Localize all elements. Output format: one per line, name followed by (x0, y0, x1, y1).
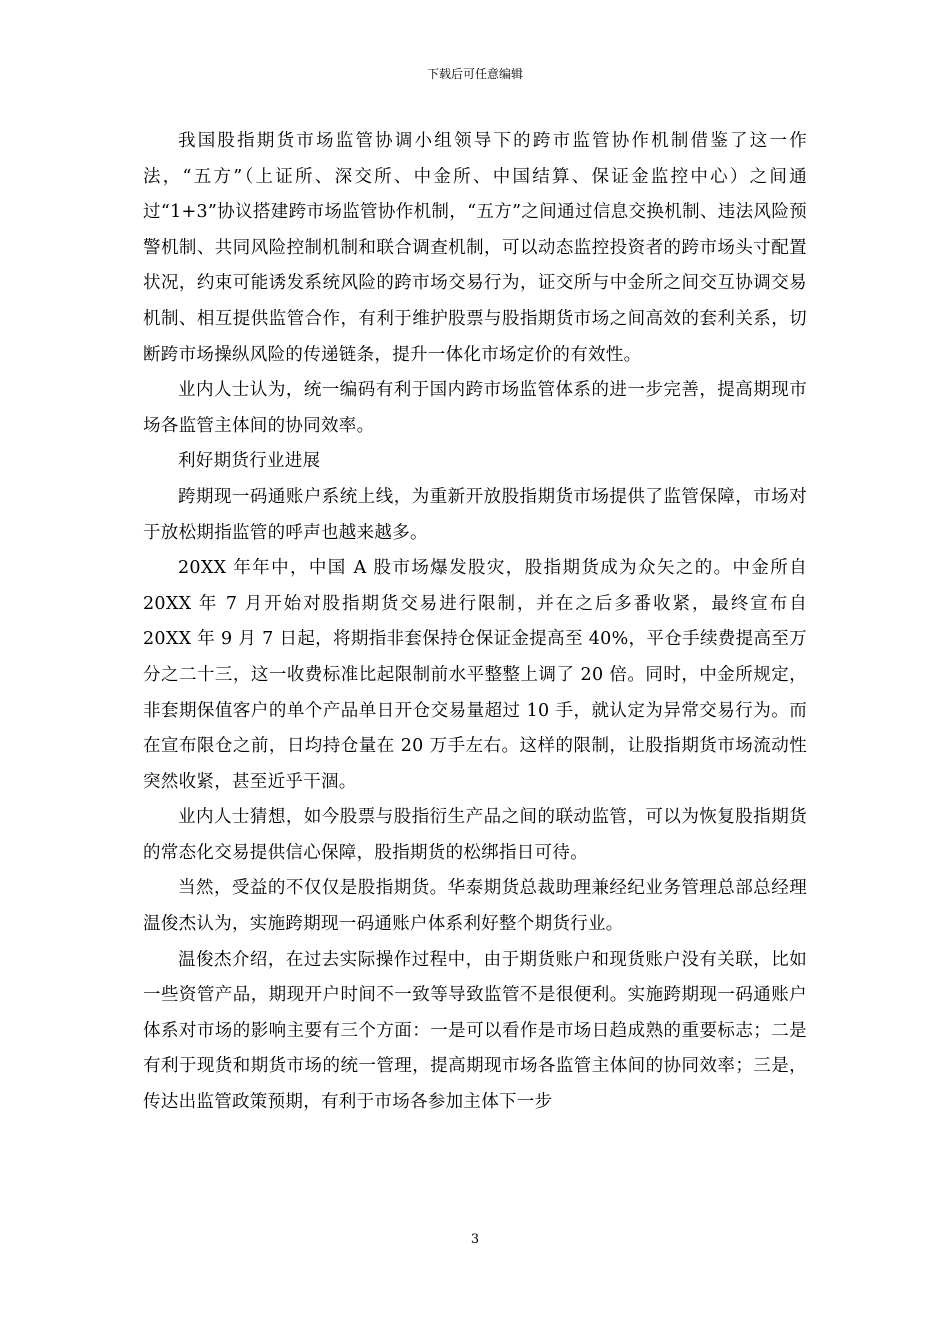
document-body (143, 124, 807, 1121)
paragraph-cross-market-mechanism: 我国股指期货市场监管协调小组领导下的跨市监管协作机制借鉴了这一作法，“五方”（上证所、深交所、中金所、中国结算、保证金监控中心）之间通过“1+3”协议搭建跨市场监管协作机制，“五方”之间通过信息交换机制、违法风险预警机制、共同风险控制机制和联合调查机制，可以动态监控投资者的跨市场头寸配置状况，约束可能诱发系统风险的跨市场交易行为，证交所与中金所之间交互协调交易机制、相互提供监管合作，有利于维护股票与股指期货市场之间高效的套利关系，切断跨市场操纵风险的传递链条，提升一体化市场定价的有效性。 (143, 131, 807, 365)
page-number: 3 (470, 1232, 480, 1247)
paragraph-system-launch: 跨期现一码通账户系统上线，为重新开放股指期货市场提供了监管保障，市场对于放松期指监管的呼声也越来越多。 (143, 486, 807, 543)
section-heading: 利好期货行业进展 (178, 451, 321, 472)
paragraph-unified-coding-opinion: 业内人士认为，统一编码有利于国内跨市场监管体系的进一步完善，提高期现市场各监管主体间的协同效率。 (143, 380, 807, 436)
paragraph-industry-speculation: 业内人士猜想，如今股票与股指衍生产品之间的联动监管，可以为恢复股指期货的常态化交易提供信心保障，股指期货的松绑指日可待。 (143, 807, 807, 863)
paragraph-market-crash-restrictions: 20XX 年年中，中国 A 股市场爆发股灾，股指期货成为众矢之的。中金所自 20XX 年 7 月开始对股指期货交易进行限制，并在之后多番收紧，最终宣布自 20XX 年 9 月 7 日起，将期指非套保持仓保证金提高至 40%，平仓手续费提高至万分之二十三，这一收费标准比起限制前水平整整上调了 20 倍。同时，中金所规定，非套期保值客户的单个产品单日开仓交易量超过 10 手，就认定为异常交易行为。而在宣布限仓之前，日均持仓量在 20 万手左右。这样的限制，让股指期货市场流动性突然收紧，甚至近乎干涸。 (143, 558, 807, 792)
paragraph-expert-introduction: 温俊杰介绍，在过去实际操作过程中，由于期货账户和现货账户没有关联，比如一些资管产品，期现开户时间不一致等导致监管不是很便利。实施跨期现一码通账户体系对市场的影响主要有三个方面：一是可以看作是市场日趋成熟的重要标志；二是有利于现货和期货市场的统一管理，提高期现市场各监管主体间的协同效率；三是，传达出监管政策预期，有利于市场各参加主体下一步 (143, 949, 807, 1113)
page-header-note: 下载后可任意编辑 (426, 67, 523, 81)
paragraph-beneficiaries: 当然，受益的不仅仅是股指期货。华泰期货总裁助理兼经纪业务管理总部总经理温俊杰认为，实施跨期现一码通账户体系利好整个期货行业。 (143, 878, 807, 935)
